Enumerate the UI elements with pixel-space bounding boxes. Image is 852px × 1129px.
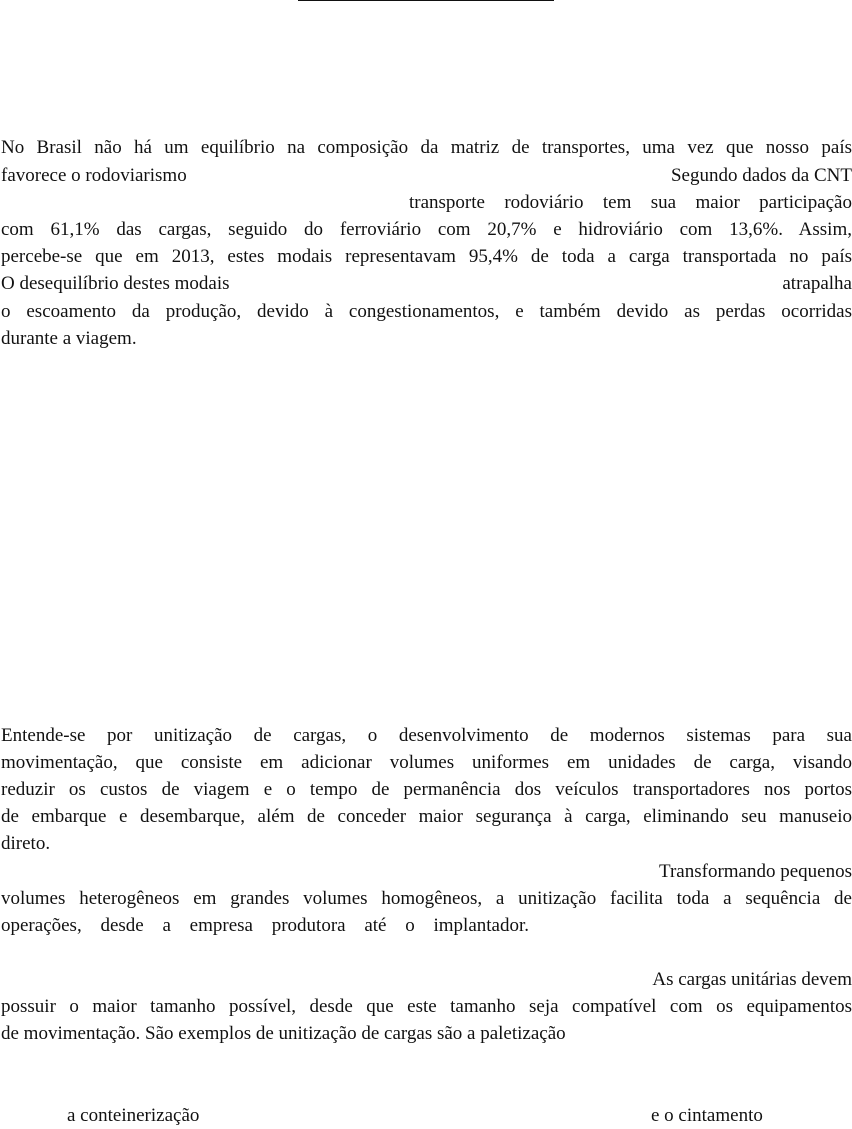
p1-line-3: transporte rodoviário tem sua maior participação [409, 192, 852, 213]
p2-line-6: Transformando pequenos [659, 861, 852, 882]
footer-left-text: a conteinerização [67, 1105, 200, 1126]
p3-line-1: As cargas unitárias devem [652, 969, 852, 990]
p1-line-2-left: favorece o rodoviarismo [1, 165, 187, 186]
p2-line-2: movimentação, que consiste em adicionar volumes uniformes em unidades de carga, visando [1, 752, 852, 773]
p2-line-1: Entende-se por unitização de cargas, o desenvolvimento de modernos sistemas para sua [1, 725, 852, 746]
top-rule [298, 0, 554, 1]
p1-line-1: No Brasil não há um equilíbrio na composição da matriz de transportes, uma vez que nosso país [1, 137, 852, 158]
p1-line-2-right: Segundo dados da CNT [670, 165, 852, 186]
p1-line-4: com 61,1% das cargas, seguido do ferroviário com 20,7% e hidroviário com 13,6%. Assim, [1, 219, 852, 240]
p3-line-2: possuir o maior tamanho possível, desde que este tamanho seja compatível com os equipamentos [1, 996, 852, 1017]
p1-line-6-right: atrapalha [782, 273, 852, 294]
p1-line-8: durante a viagem. [1, 328, 137, 349]
p2-line-8: operações, desde a empresa produtora até o implantador. [1, 915, 529, 936]
p2-line-3: reduzir os custos de viagem e o tempo de permanência dos veículos transportadores nos portos [1, 779, 852, 800]
footer-right-text: e o cintamento [651, 1105, 763, 1126]
p2-line-7: volumes heterogêneos em grandes volumes homogêneos, a unitização facilita toda a sequência de [1, 888, 852, 909]
p3-line-3: de movimentação. São exemplos de unitização de cargas são a paletização [1, 1023, 566, 1044]
p1-line-6-left: O desequilíbrio destes modais [1, 273, 230, 294]
p2-line-5: direto. [1, 833, 51, 854]
p2-line-4: de embarque e desembarque, além de conceder maior segurança à carga, eliminando seu manuseio [1, 806, 852, 827]
p1-line-7: o escoamento da produção, devido à congestionamentos, e também devido as perdas ocorridas [1, 301, 852, 322]
p1-line-5: percebe-se que em 2013, estes modais representavam 95,4% de toda a carga transportada no país [1, 246, 852, 267]
